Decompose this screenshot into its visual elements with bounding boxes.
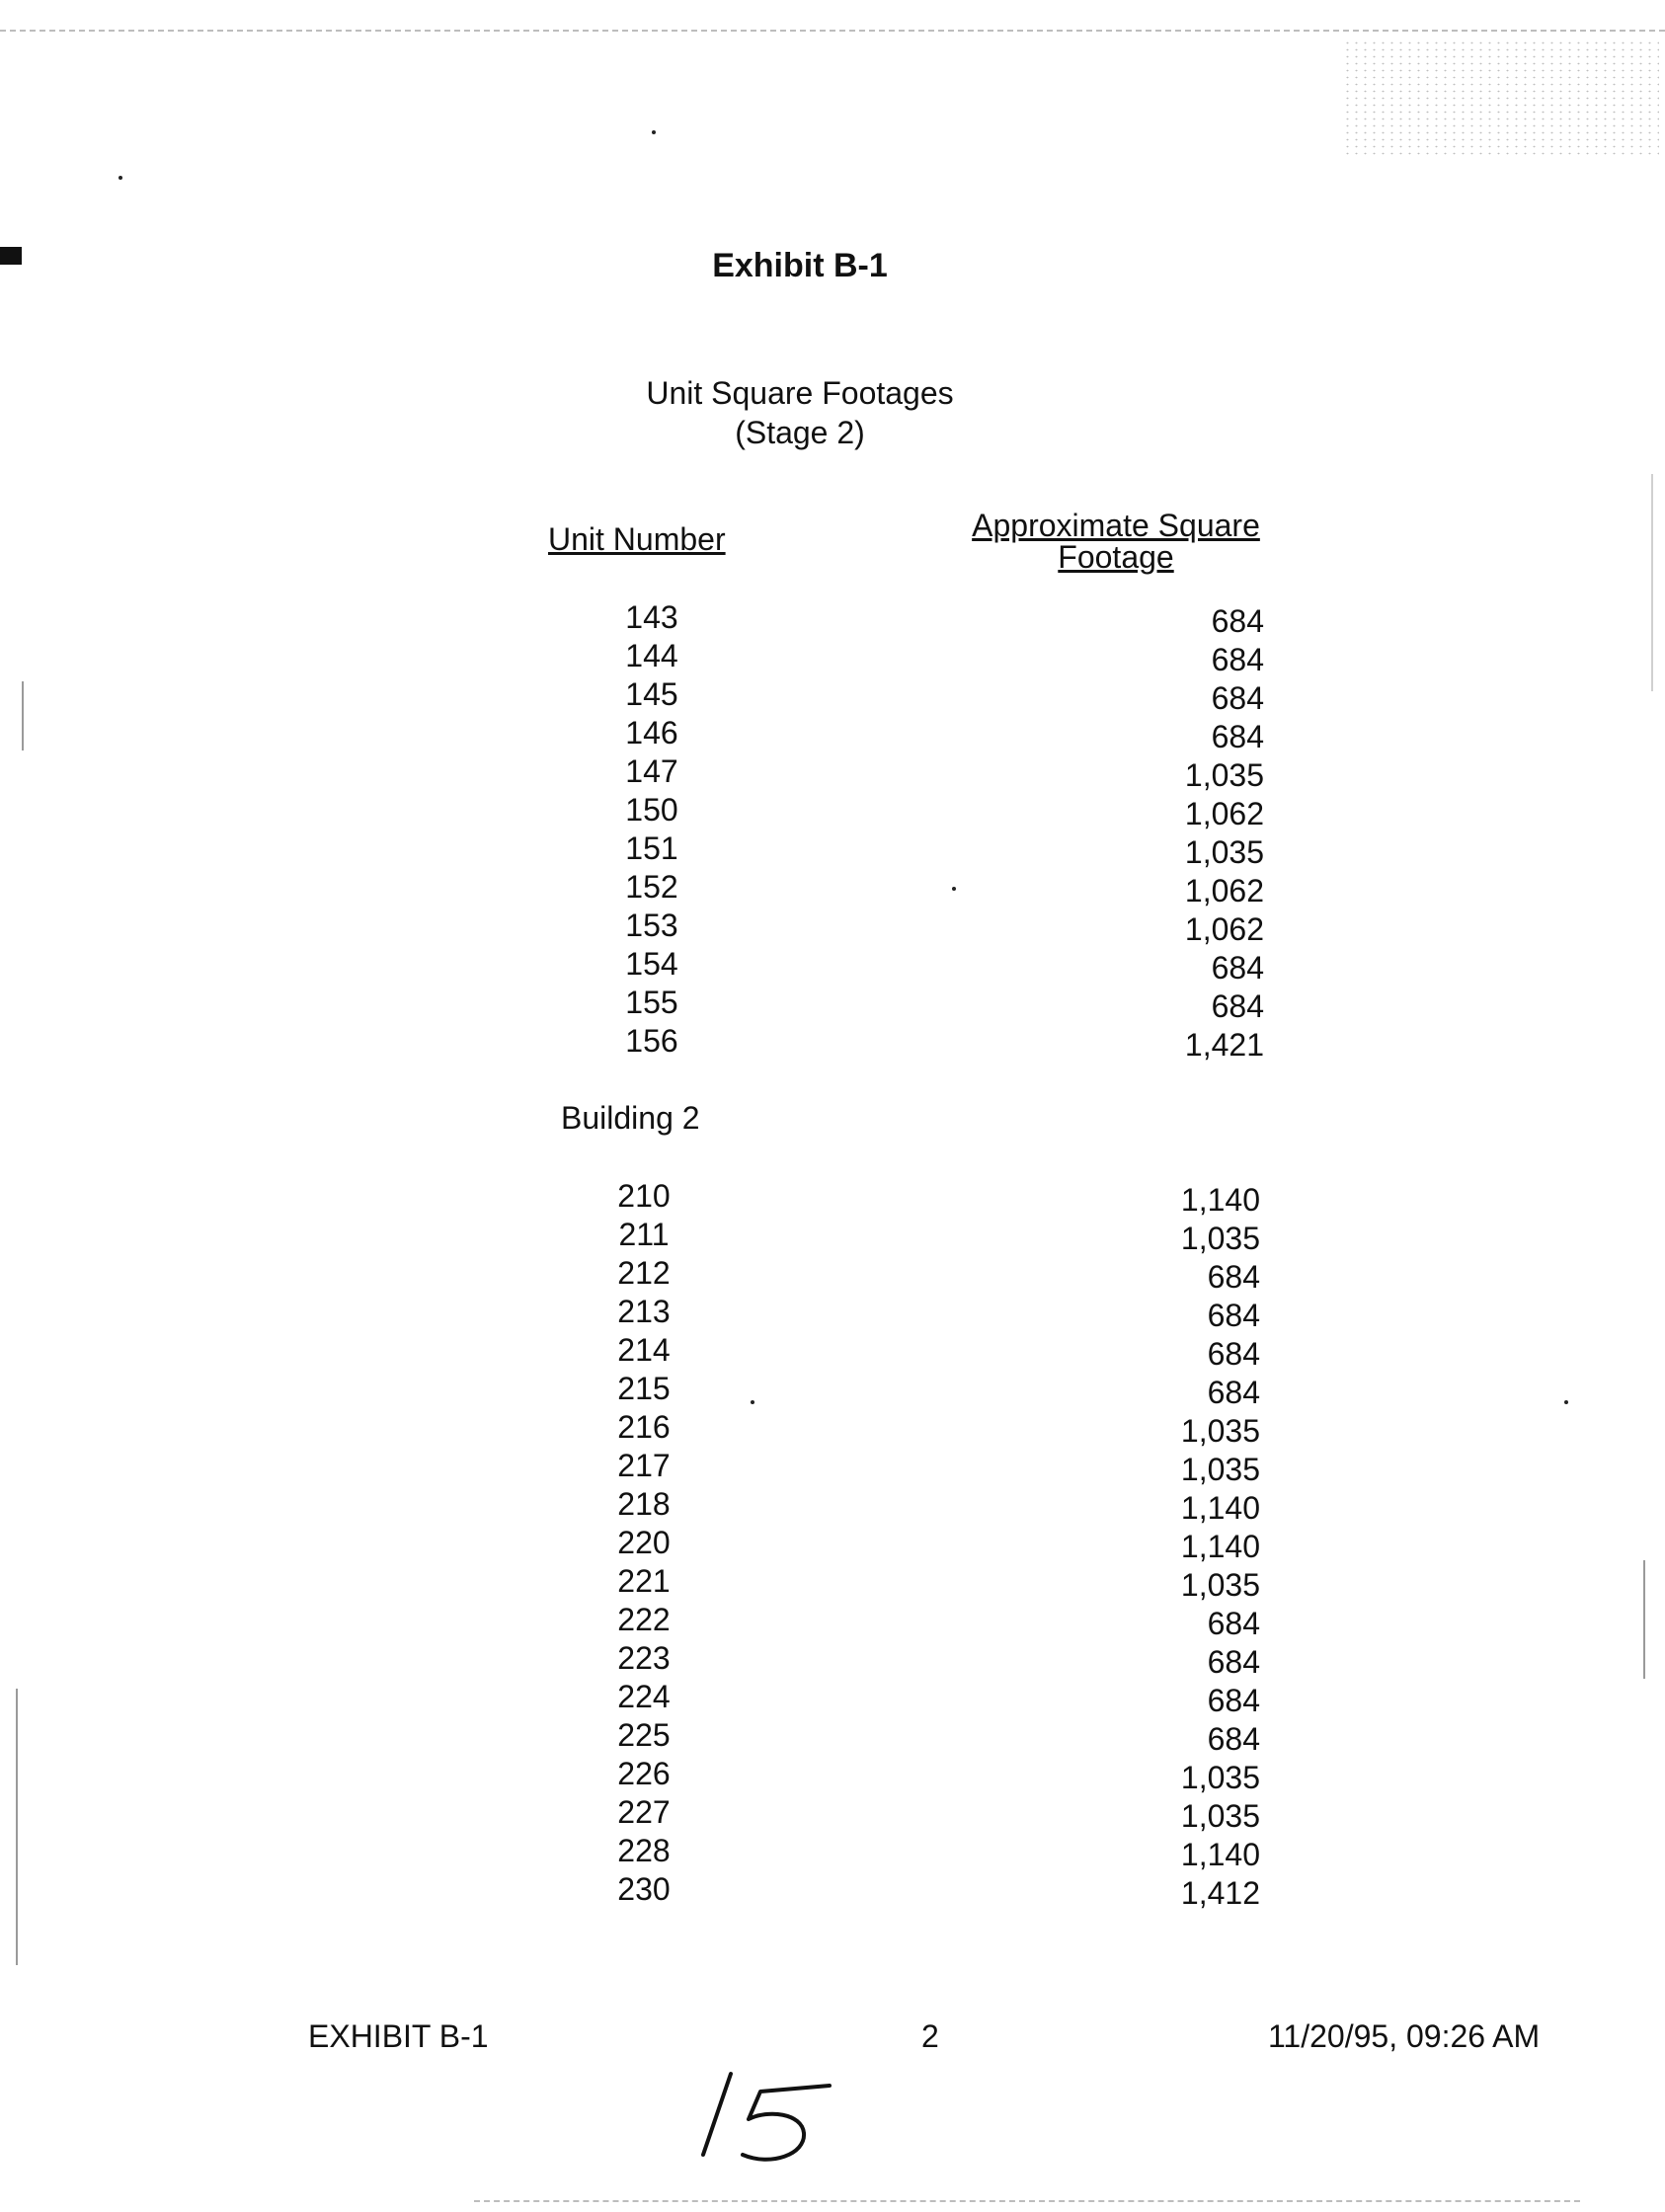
square-footage-cell: 684 bbox=[1207, 1606, 1260, 1641]
unit-number-cell: 222 bbox=[617, 1602, 671, 1637]
unit-number-cell: 143 bbox=[625, 599, 678, 635]
square-footage-cell: 684 bbox=[1211, 719, 1264, 754]
square-footage-cell: 1,035 bbox=[1180, 1760, 1260, 1795]
footer-exhibit-label: EXHIBIT B-1 bbox=[308, 2018, 489, 2054]
square-footage-cell: 684 bbox=[1211, 642, 1264, 677]
unit-number-cell: 216 bbox=[617, 1409, 671, 1445]
square-footage-cell: 1,035 bbox=[1184, 757, 1264, 793]
scan-edge-bottom bbox=[474, 2200, 1580, 2203]
unit-number-cell: 224 bbox=[617, 1679, 671, 1714]
unit-number-cell: 210 bbox=[617, 1178, 671, 1214]
square-footage-cell: 684 bbox=[1207, 1336, 1260, 1372]
square-footage-cell: 684 bbox=[1207, 1644, 1260, 1680]
square-footage-column-group-2 bbox=[1063, 1181, 1260, 1913]
unit-number-cell: 213 bbox=[617, 1294, 671, 1329]
unit-number-column-group-1 bbox=[553, 598, 751, 1061]
square-footage-cell: 684 bbox=[1211, 680, 1264, 716]
scan-edge-top bbox=[0, 30, 1665, 33]
unit-number-cell: 227 bbox=[617, 1794, 671, 1830]
unit-number-cell: 151 bbox=[625, 830, 678, 866]
square-footage-cell: 1,035 bbox=[1180, 1798, 1260, 1834]
square-footage-cell: 684 bbox=[1211, 603, 1264, 639]
handwritten-stroke-one bbox=[703, 2074, 731, 2155]
square-footage-cell: 1,412 bbox=[1180, 1875, 1260, 1911]
unit-number-cell: 144 bbox=[625, 638, 678, 673]
unit-number-cell: 153 bbox=[625, 908, 678, 943]
unit-number-cell: 146 bbox=[625, 715, 678, 750]
square-footage-cell: 1,062 bbox=[1184, 873, 1264, 908]
footer-timestamp: 11/20/95, 09:26 AM bbox=[1268, 2018, 1541, 2054]
margin-line bbox=[22, 681, 24, 750]
square-footage-cell: 1,035 bbox=[1180, 1221, 1260, 1256]
column-header-unit-number: Unit Number bbox=[548, 521, 726, 557]
margin-line bbox=[1643, 1560, 1645, 1679]
column-header-square-footage bbox=[968, 510, 1264, 573]
unit-number-cell: 212 bbox=[617, 1255, 671, 1291]
handwritten-stroke-five bbox=[743, 2086, 830, 2160]
unit-number-cell: 220 bbox=[617, 1525, 671, 1560]
square-footage-cell: 1,140 bbox=[1180, 1490, 1260, 1526]
square-footage-cell: 684 bbox=[1207, 1298, 1260, 1333]
square-footage-cell: 1,035 bbox=[1180, 1413, 1260, 1449]
scan-speck bbox=[652, 130, 656, 134]
building-label: Building 2 bbox=[561, 1100, 700, 1136]
square-footage-cell: 684 bbox=[1207, 1721, 1260, 1757]
scan-speck bbox=[119, 176, 122, 180]
unit-number-cell: 226 bbox=[617, 1756, 671, 1791]
unit-number-cell: 147 bbox=[625, 753, 678, 789]
subtitle-line-2: (Stage 2) bbox=[735, 415, 865, 450]
margin-line bbox=[1651, 474, 1653, 691]
square-footage-cell: 1,140 bbox=[1180, 1837, 1260, 1872]
unit-number-cell: 155 bbox=[625, 985, 678, 1020]
unit-number-cell: 214 bbox=[617, 1332, 671, 1368]
square-footage-cell: 684 bbox=[1207, 1683, 1260, 1718]
square-footage-cell: 1,062 bbox=[1184, 796, 1264, 831]
square-footage-cell: 1,035 bbox=[1180, 1567, 1260, 1603]
square-footage-cell: 684 bbox=[1211, 988, 1264, 1024]
unit-number-cell: 218 bbox=[617, 1486, 671, 1522]
unit-number-cell: 145 bbox=[625, 676, 678, 712]
unit-number-column-group-2 bbox=[545, 1177, 743, 1909]
handwritten-page-number bbox=[691, 2064, 839, 2172]
unit-number-cell: 223 bbox=[617, 1640, 671, 1676]
unit-number-cell: 217 bbox=[617, 1448, 671, 1483]
column-header-square-footage-line-2: Footage bbox=[1058, 539, 1174, 575]
scan-speck bbox=[751, 1400, 754, 1404]
square-footage-cell: 684 bbox=[1211, 950, 1264, 986]
margin-line bbox=[16, 1689, 18, 1965]
square-footage-cell: 684 bbox=[1207, 1375, 1260, 1410]
unit-number-cell: 211 bbox=[618, 1217, 670, 1252]
unit-number-cell: 152 bbox=[625, 869, 678, 905]
unit-number-cell: 225 bbox=[617, 1717, 671, 1753]
unit-number-cell: 150 bbox=[625, 792, 678, 828]
square-footage-column-group-1 bbox=[1067, 602, 1264, 1065]
scan-noise bbox=[1343, 40, 1659, 158]
unit-number-cell: 230 bbox=[617, 1871, 671, 1907]
subtitle-line-1: Unit Square Footages bbox=[646, 375, 954, 411]
unit-number-cell: 215 bbox=[617, 1371, 671, 1406]
square-footage-cell: 1,140 bbox=[1180, 1529, 1260, 1564]
square-footage-cell: 1,035 bbox=[1180, 1452, 1260, 1487]
square-footage-cell: 1,421 bbox=[1184, 1027, 1264, 1063]
scan-speck bbox=[1564, 1400, 1568, 1404]
unit-number-cell: 154 bbox=[625, 946, 678, 982]
footer-page-number: 2 bbox=[921, 2018, 939, 2054]
scan-speck bbox=[952, 887, 956, 891]
unit-number-cell: 228 bbox=[617, 1833, 671, 1868]
square-footage-cell: 1,035 bbox=[1184, 834, 1264, 870]
square-footage-cell: 684 bbox=[1207, 1259, 1260, 1295]
unit-number-cell: 221 bbox=[617, 1563, 671, 1599]
square-footage-cell: 1,062 bbox=[1184, 911, 1264, 947]
unit-number-cell: 156 bbox=[625, 1023, 678, 1059]
square-footage-cell: 1,140 bbox=[1180, 1182, 1260, 1218]
column-header-square-footage-line-1: Approximate Square bbox=[972, 508, 1260, 543]
exhibit-title: Exhibit B-1 bbox=[712, 247, 888, 284]
